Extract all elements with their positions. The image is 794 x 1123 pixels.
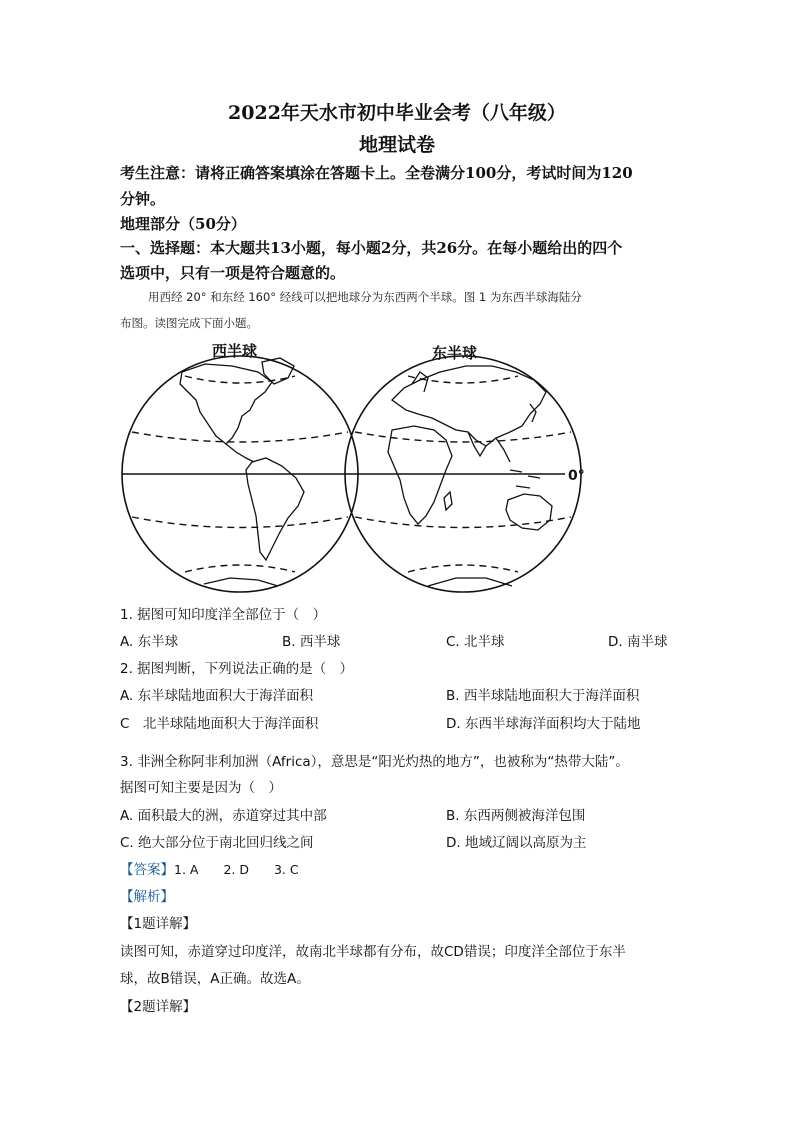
question-1-option-d: D. 南半球: [608, 634, 668, 650]
section-heading-line-1: 一、选择题：本大题共13小题，每小题2分，共26分。在每小题给出的四个: [120, 239, 623, 257]
question-2-option-a: A. 东半球陆地面积大于海洋面积: [120, 688, 314, 704]
material-line-2: 布图。读图完成下面小题。: [120, 316, 258, 330]
question-3-stem: 3. 非洲全称阿非利加洲（Africa），意思是“阳光灼热的地方”，也被称为“热带大陆”。: [120, 754, 629, 770]
madagascar-outline: [444, 492, 452, 510]
q1-detail-line-1: 读图可知，赤道穿过印度洋，故南北半球都有分布，故CD错误；印度洋全部位于东半: [120, 944, 626, 960]
west-tropic-cancer: [132, 432, 348, 442]
question-3-option-d: D. 地域辽阔以高原为主: [446, 835, 587, 851]
question-1-option-b: B. 西半球: [282, 634, 341, 650]
east-tropic-cancer: [355, 432, 571, 442]
page-title: 2022年天水市初中毕业会考（八年级）: [228, 102, 566, 124]
central-america-outline: [226, 444, 254, 462]
q1-detail-line-2: 球，故B错误，A正确。故选A。: [120, 971, 310, 987]
page-subtitle: 地理试卷: [358, 134, 435, 156]
section-heading-line-2: 选项中，只有一项是符合题意的。: [120, 264, 346, 282]
answer-values: 1. A 2. D 3. C: [174, 862, 299, 877]
scandinavia-outline: [412, 372, 428, 392]
antarctica-west-outline: [204, 578, 278, 586]
instructions-line-1: 考生注意：请将正确答案填涂在答题卡上。全卷满分100分，考试时间为120: [120, 164, 633, 182]
material-line-1: 用西经 20° 和东经 160° 经线可以把地球分为东西两个半球。图 1 为东西半球海陆分: [148, 290, 582, 304]
question-3-option-a: A. 面积最大的洲，赤道穿过其中部: [120, 808, 327, 824]
question-1-option-c: C. 北半球: [446, 634, 505, 650]
question-1-option-a: A. 东半球: [120, 634, 179, 650]
indonesia-outline: [510, 470, 540, 488]
north-america-outline: [180, 364, 272, 444]
analysis-label: 【解析】: [120, 889, 174, 905]
east-hemisphere-label: 东半球: [432, 344, 478, 362]
q2-detail-heading: 【2题详解】: [120, 999, 197, 1015]
question-2-option-b: B. 西半球陆地面积大于海洋面积: [446, 688, 640, 704]
answer-label: 【答案】: [120, 862, 174, 878]
west-antarctic-circle: [185, 565, 295, 572]
question-3-stem-line-2: 据图可知主要是因为（ ）: [120, 780, 282, 796]
southeast-asia-outline: [496, 438, 510, 462]
antarctica-east-outline: [428, 578, 512, 586]
question-2-stem: 2. 据图判断，下列说法正确的是（ ）: [120, 661, 354, 677]
question-3-option-c: C. 绝大部分位于南北回归线之间: [120, 835, 314, 851]
east-antarctic-circle: [408, 565, 518, 572]
east-arctic-circle: [408, 376, 518, 383]
equator-label: 0°: [568, 468, 585, 484]
question-1-stem: 1. 据图可知印度洋全部位于（ ）: [120, 607, 327, 623]
question-2-option-c: C 北半球陆地面积大于海洋面积: [120, 716, 319, 732]
question-3-option-b: B. 东西两侧被海洋包围: [446, 808, 586, 824]
west-hemisphere-label: 西半球: [212, 342, 258, 360]
question-2-option-d: D. 东西半球海洋面积均大于陆地: [446, 716, 641, 732]
section-part: 地理部分（50分）: [120, 215, 246, 233]
q1-detail-heading: 【1题详解】: [120, 916, 197, 932]
answer-line: [120, 858, 299, 878]
east-tropic-capricorn: [355, 517, 571, 528]
west-tropic-capricorn: [132, 517, 348, 528]
instructions-line-2: 分钟。: [120, 190, 166, 208]
